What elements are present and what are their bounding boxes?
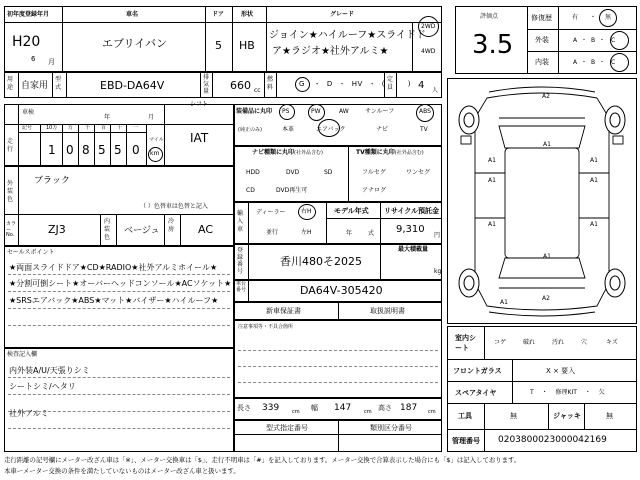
footer-line-2: 本車ーメーター交換の条件を満たしていないものはメーター改ざん車と扱います。 (4, 467, 240, 475)
spare-tire-label: スペアタイヤ (455, 389, 497, 397)
diagram-mark-8: A1 (590, 221, 598, 228)
interior-c-circle (610, 53, 629, 72)
digit-1: 1 (48, 143, 56, 157)
seat-item-1: コゲ (494, 339, 507, 346)
recycle-label: リサイクル預託金 (384, 207, 440, 215)
max-load-label: 最大積載量 (398, 246, 429, 253)
diagram-mark-11: A1 (500, 299, 508, 306)
equipment-sublabel: (純正のみ) (238, 127, 262, 133)
inspector-line-2: シートシミ/ヘタリ (9, 382, 76, 391)
use-value: 自家用 (21, 81, 49, 91)
fuel-options: G ・ D ・ HV ・ ( ) (299, 80, 411, 88)
seat-item-2: 破れ (523, 339, 536, 346)
drive-4wd: 4WD (421, 48, 436, 55)
first-reg-era: H20 (12, 34, 41, 50)
repair-dot: ・ (590, 14, 597, 21)
chassis-label: 車台番号 (236, 281, 247, 293)
fuel-label: 燃料 (267, 76, 274, 91)
width-unit: cm (364, 409, 372, 415)
doors-value: 5 (215, 39, 222, 52)
navi-dvd-play: DVD再生可 (276, 187, 308, 194)
seat-item-3: 汚れ (552, 339, 565, 346)
height-label: 高さ (378, 404, 392, 412)
first-reg-month: 6 (31, 55, 36, 63)
equip-navi: ナビ (376, 126, 389, 133)
length-unit: cm (292, 409, 300, 415)
digit-header-2: 万 (68, 125, 74, 131)
diagram-mark-5: A1 (543, 141, 551, 148)
interior-color: ベージュ (124, 226, 160, 236)
digit-header-1: 10万 (46, 125, 58, 131)
diagram-mark-6: A1 (590, 157, 598, 164)
grade-line2: ア★ラジオ★社外アルミ★ (272, 46, 389, 57)
sales-label: セールスポイント (7, 249, 55, 256)
digit-header-6: 一 (133, 125, 139, 131)
repair-yes: 有 (572, 14, 579, 21)
navi-cd: CD (246, 187, 255, 194)
inspector-label: 検査記入欄 (7, 351, 38, 358)
max-load-kg: kg (434, 268, 442, 275)
digit-2: 0 (66, 143, 74, 157)
tv-oneseg: ワンセグ (406, 169, 431, 176)
score-label: 評価点 (480, 13, 499, 20)
car-name-label: 車名 (126, 11, 139, 18)
car-check-label: 車検 (22, 109, 35, 116)
mgmt-label: 管理番号 (452, 437, 480, 445)
interior-seat-label: 室内シート (455, 334, 476, 352)
car-check-year-unit: 年 (104, 114, 111, 121)
height-unit: cm (428, 409, 436, 415)
tv-fullseg: フルセグ (362, 169, 386, 176)
equip-airbag: エアバック (316, 126, 346, 133)
body-label: 形状 (241, 11, 254, 18)
front-glass-label: フロントガラス (453, 367, 502, 375)
body-value: HB (239, 39, 255, 52)
registration-value: 香川480そ2025 (280, 255, 362, 268)
mileage-label: 走行 (7, 138, 14, 153)
sales-line-3: ★SRSエアバック★ABS★マット★バイザー★ハイルーフ★ (9, 296, 219, 305)
shift-value: IAT (190, 131, 209, 145)
km-label: km (150, 150, 160, 157)
seat-item-5: キズ (606, 339, 618, 346)
front-glass-value: X × 要入 (546, 367, 576, 375)
ac-value: AC (198, 223, 214, 236)
height-value: 187 (400, 403, 418, 413)
diagram-mark-2: A1 (488, 157, 496, 164)
interior-grades: A ・ B ・ C (573, 59, 616, 66)
tools-value: 無 (510, 412, 517, 420)
caution-frame (234, 320, 442, 398)
digit-header-4: 百 (101, 125, 107, 131)
color-no: ZJ3 (48, 223, 66, 236)
diagram-mark-3: A1 (488, 177, 496, 184)
model-value: EBD-DA64V (100, 79, 165, 92)
car-check-month-unit: 月 (148, 114, 155, 121)
footer-line-1: 走行距離の記号欄にメーター改ざん車は「※」、メーター交換車は「$」、走行不明車は「#」を記入しております。メーター交換で合算表示した場合にも「$」は記入しております。 (4, 456, 521, 464)
digit-6: 0 (132, 143, 140, 157)
equip-leather: 本革 (282, 126, 295, 133)
spare-items: T ・ 修理KIT ・ 欠 (530, 389, 605, 396)
displacement-label: 排気量 (203, 74, 210, 95)
digit-header-5: 十 (117, 125, 123, 131)
exterior-grades: A ・ B ・ C (573, 37, 616, 44)
diagram-mark-4: A1 (488, 221, 496, 228)
car-diagram (447, 78, 637, 324)
class-label: 類別区分番号 (370, 424, 412, 432)
color-label: 外装色 (7, 180, 14, 203)
length-label: 長さ (237, 404, 251, 412)
inspector-line-4: 社外アルミ (9, 409, 49, 418)
digit-5: 5 (114, 143, 122, 157)
tv-analog: アナログ (362, 187, 387, 194)
digit-header-0: 記号 (22, 125, 33, 131)
model-label: 型式 (55, 76, 62, 91)
recycle-yen: 円 (434, 232, 441, 239)
sales-line-1: ★両面スライドドア★CD★RADIO★社外アルミホイール★ (9, 263, 218, 272)
tools-label: 工具 (458, 412, 472, 420)
first-reg-label: 初年度登録年月 (7, 11, 50, 18)
equip-pw: PW (311, 108, 321, 115)
jack-value: 無 (606, 412, 613, 420)
repair-label: 修復歴 (531, 14, 552, 22)
inspector-line-1: 内外装A/U/天張りシミ (9, 366, 90, 375)
capacity-unit: 人 (432, 87, 439, 94)
inspector-frame (4, 348, 234, 452)
capacity-label: 定員 (387, 76, 394, 91)
month-unit: 月 (48, 58, 55, 66)
digit-header-3: 千 (85, 125, 91, 131)
type-label: 型式指定番号 (266, 424, 308, 432)
equip-ps: PS (282, 108, 290, 115)
diagram-mark-10: A2 (542, 295, 550, 302)
mile-label: マイル (149, 137, 164, 143)
digit-3: 8 (82, 143, 90, 157)
import-label: 輸入車 (237, 210, 244, 233)
equipment-label: 装備品に丸印 (236, 108, 273, 115)
model-year-suffix: 式 (368, 230, 375, 237)
chassis-value: DA64V-305420 (300, 284, 383, 297)
navi-sd: SD (324, 169, 333, 176)
navi-hdd: HDD (246, 169, 260, 176)
registration-label: 登録番号 (237, 247, 244, 275)
navi-dvd: DVD (286, 169, 300, 176)
import-dealer: ディーラー (256, 209, 286, 216)
exterior-label: 外装 (535, 36, 549, 44)
new-car-warranty: 新車保証書 (266, 307, 301, 315)
model-year-label: モデル年式 (334, 207, 369, 215)
doors-label: ドア (212, 11, 224, 18)
exterior-c-circle (610, 31, 629, 50)
color-value: ブラック (34, 176, 70, 186)
sales-line-2: ★分割可倒シート★オーバーヘッドコンソール★ACソケット★ (9, 279, 232, 288)
color-note: （ ）色替車は色替と記入 (140, 203, 208, 210)
owners-manual: 取扱説明書 (370, 307, 405, 315)
equip-abs: ABS (419, 108, 431, 115)
recycle-value: 9,310 (396, 224, 425, 235)
grade-label: グレード (330, 11, 355, 18)
interior-label: 内装 (535, 58, 549, 66)
equip-aw: AW (339, 108, 349, 115)
car-name: エブリイバン (102, 37, 168, 50)
digit-4: 5 (98, 143, 106, 157)
color-no-label: カラーNo. (6, 221, 17, 238)
tv-title: TV種類に丸印(社外品含む) (356, 149, 424, 156)
import-parallel: 並行 (266, 229, 279, 236)
mgmt-value: 0203800023000042169 (498, 435, 607, 445)
seat-item-4: 穴 (581, 339, 588, 346)
length-value: 339 (262, 403, 280, 413)
displacement-unit: cc (254, 87, 261, 94)
shift-label: シフト (190, 101, 209, 108)
width-value: 147 (334, 403, 352, 413)
diagram-mark-1: A2 (542, 93, 550, 100)
equip-tv: TV (420, 126, 428, 133)
drive-2wd: 2WD (421, 23, 436, 30)
capacity-value: 4 (418, 80, 425, 91)
navi-title: ナビ種類に丸印(社外品含む) (252, 149, 323, 156)
equip-sunroof: サンルーフ (365, 108, 395, 115)
ac-label: 冷房 (168, 218, 175, 233)
diagram-mark-7: A1 (590, 177, 598, 184)
repair-no: 無 (605, 14, 612, 21)
score-value: 3.5 (472, 30, 514, 60)
diagram-mark-9: A1 (543, 253, 551, 260)
grade-line1: ジョイン★ハイルーフ★スライドド (269, 30, 426, 41)
caution-label: 注意事項等・不具合箇所 (238, 324, 294, 330)
width-label: 幅 (311, 404, 318, 412)
jack-label: ジャッキ (553, 412, 581, 420)
use-label: 用途 (7, 76, 14, 91)
import-left: 左H (301, 229, 312, 236)
interior-color-label: 内装色 (104, 218, 111, 241)
model-year-unit: 年 (346, 230, 353, 237)
import-right: 右H (301, 208, 312, 215)
displacement-value: 660 (230, 79, 251, 92)
